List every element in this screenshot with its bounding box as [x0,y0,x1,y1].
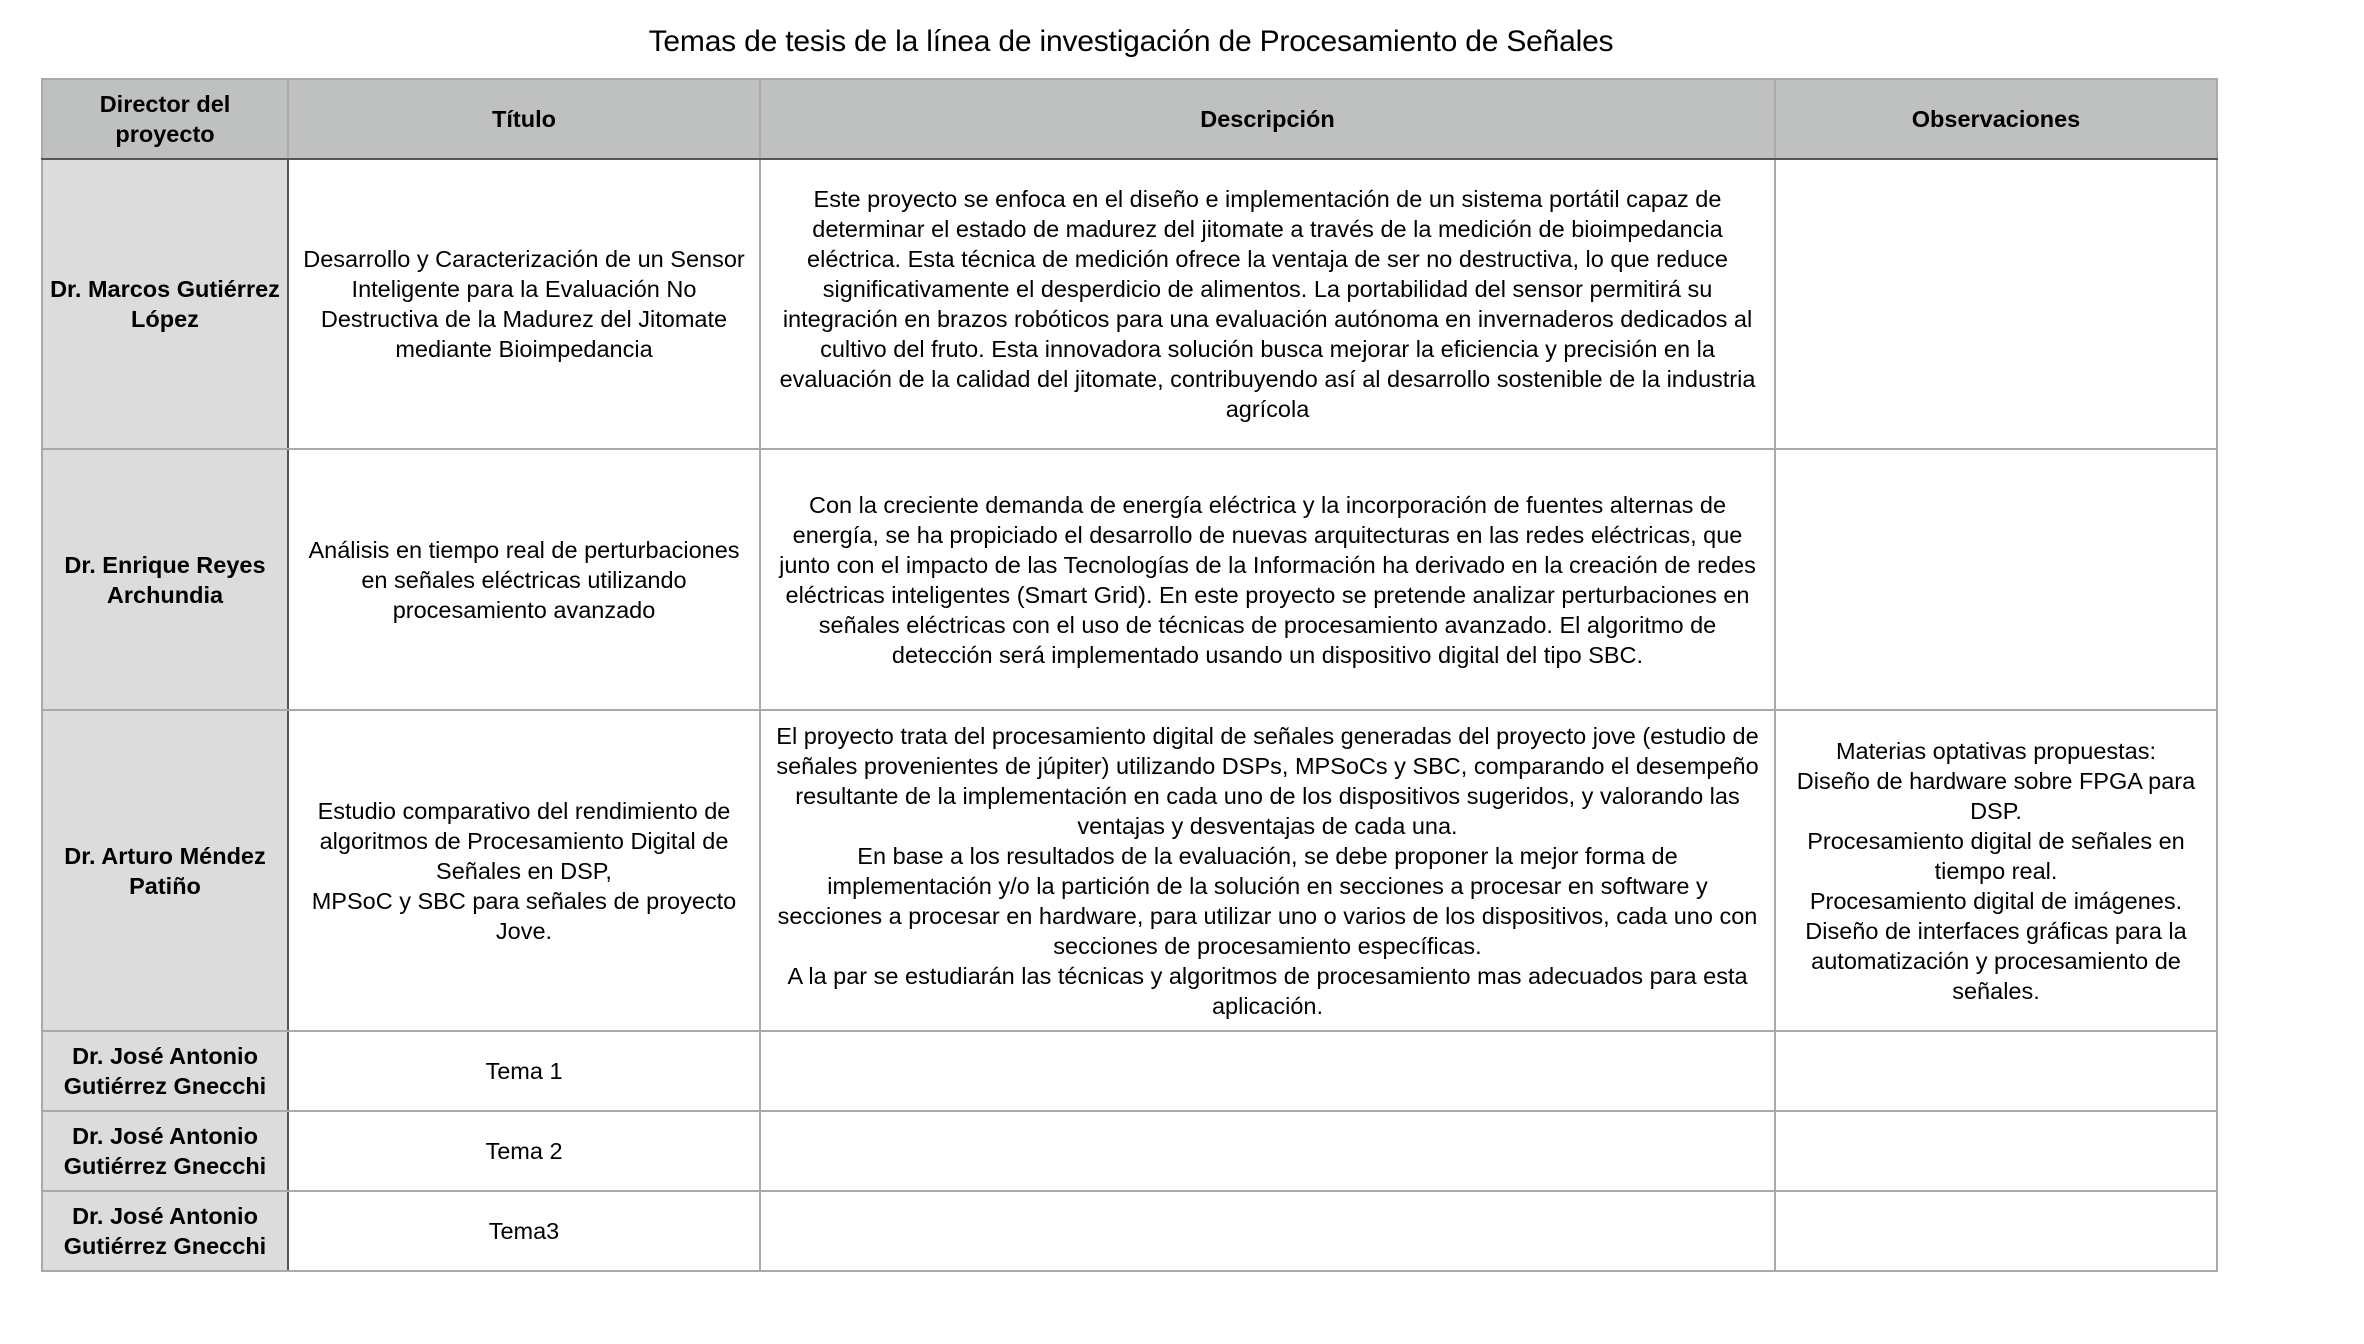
titulo-cell [288,710,760,1031]
descripcion-cell: Con la creciente demanda de energía eléctrica y la incorporación de fuentes alternas de energía, se ha propiciado el desarrollo de nuevas arquitecturas en las redes eléctricas, que junto con el impacto de las Tecnologías de la Información ha derivado en la creación de redes eléctricas inteligentes (Smart Grid). En este proyecto se pretende analizar perturbaciones en señales eléctricas con el uso de técnicas de procesamiento avanzado. El algoritmo de detección será implementado usando un dispositivo digital del tipo SBC. [760,449,1775,710]
column-header-observaciones: Observaciones [1775,79,2217,159]
descripcion-cell [760,710,1775,1031]
observaciones-cell [1775,1111,2217,1191]
page-title: Temas de tesis de la línea de investigación de Procesamiento de Señales [648,25,1614,58]
director-cell: Dr. Arturo Méndez Patiño [42,710,288,1031]
table-row [42,159,2217,449]
observaciones-cell [1775,1191,2217,1271]
descripcion-cell: Este proyecto se enfoca en el diseño e implementación de un sistema portátil capaz de determinar el estado de madurez del jitomate a través de la medición de bioimpedancia eléctrica. Esta técnica de medición ofrece la ventaja de ser no destructiva, lo que reduce significativamente el desperdicio de alimentos. La portabilidad del sensor permitirá su integración en brazos robóticos para una evaluación autónoma en invernaderos dedicados al cultivo del fruto. Esta innovadora solución busca mejorar la eficiencia y precisión en la evaluación de la calidad del jitomate, contribuyendo así al desarrollo sostenible de la industria agrícola [760,159,1775,449]
column-header-descripcion: Descripción [760,79,1775,159]
director-cell: Dr. José Antonio Gutiérrez Gnecchi [42,1111,288,1191]
titulo-cell: Desarrollo y Caracterización de un Sensor Inteligente para la Evaluación No Destructiva de la Madurez del Jitomate mediante Bioimpedancia [288,159,760,449]
column-header-director: Director del proyecto [42,79,288,159]
table-row [42,710,2217,1031]
director-cell: Dr. Enrique Reyes Archundia [42,449,288,710]
descripcion-paragraph: El proyecto trata del procesamiento digital de señales generadas del proyecto jove (estudio de señales provenientes de júpiter) utilizando DSPs, MPSoCs y SBC, comparando el desempeño resultante de la implementación en cada uno de los dispositivos sugeridos, y valorando las ventajas y desventajas de cada una. [776,722,1759,839]
table-row [42,1111,2217,1191]
observaciones-cell [1775,449,2217,710]
observaciones-line: Procesamiento digital de señales en tiempo real. [1807,827,2185,884]
observaciones-line: Diseño de hardware sobre FPGA para DSP. [1796,767,2196,824]
descripcion-cell [760,1031,1775,1111]
observaciones-line: Diseño de interfaces gráficas para la automatización y procesamiento de señales. [1805,917,2187,1004]
table-row [42,1031,2217,1111]
descripcion-cell [760,1111,1775,1191]
table-header-row [42,79,2217,159]
director-cell: Dr. José Antonio Gutiérrez Gnecchi [42,1191,288,1271]
table-row [42,449,2217,710]
observaciones-cell [1775,710,2217,1031]
titulo-cell: Tema3 [288,1191,760,1271]
observaciones-line: Procesamiento digital de imágenes. [1809,887,2183,914]
table-row [42,1191,2217,1271]
titulo-line: MPSoC y SBC para señales de proyecto Jove. [311,887,737,944]
director-cell: Dr. Marcos Gutiérrez López [42,159,288,449]
observaciones-cell [1775,159,2217,449]
column-header-titulo: Título [288,79,760,159]
thesis-topics-table [41,78,2218,1272]
observaciones-cell [1775,1031,2217,1111]
titulo-cell: Tema 1 [288,1031,760,1111]
titulo-cell: Análisis en tiempo real de perturbaciones en señales eléctricas utilizando procesamiento avanzado [288,449,760,710]
titulo-cell: Tema 2 [288,1111,760,1191]
director-cell: Dr. José Antonio Gutiérrez Gnecchi [42,1031,288,1111]
titulo-line: Estudio comparativo del rendimiento de algoritmos de Procesamiento Digital de Señales en DSP, [317,797,731,884]
descripcion-cell [760,1191,1775,1271]
observaciones-line: Materias optativas propuestas: [1835,737,2157,764]
descripcion-paragraph: En base a los resultados de la evaluación, se debe proponer la mejor forma de implementación y/o la partición de la solución en secciones a procesar en software y secciones a procesar en hardware, para utilizar uno o varios de los dispositivos, cada uno con secciones de procesamiento específicas. [777,842,1758,959]
descripcion-paragraph: A la par se estudiarán las técnicas y algoritmos de procesamiento mas adecuados para esta aplicación. [787,962,1748,1019]
